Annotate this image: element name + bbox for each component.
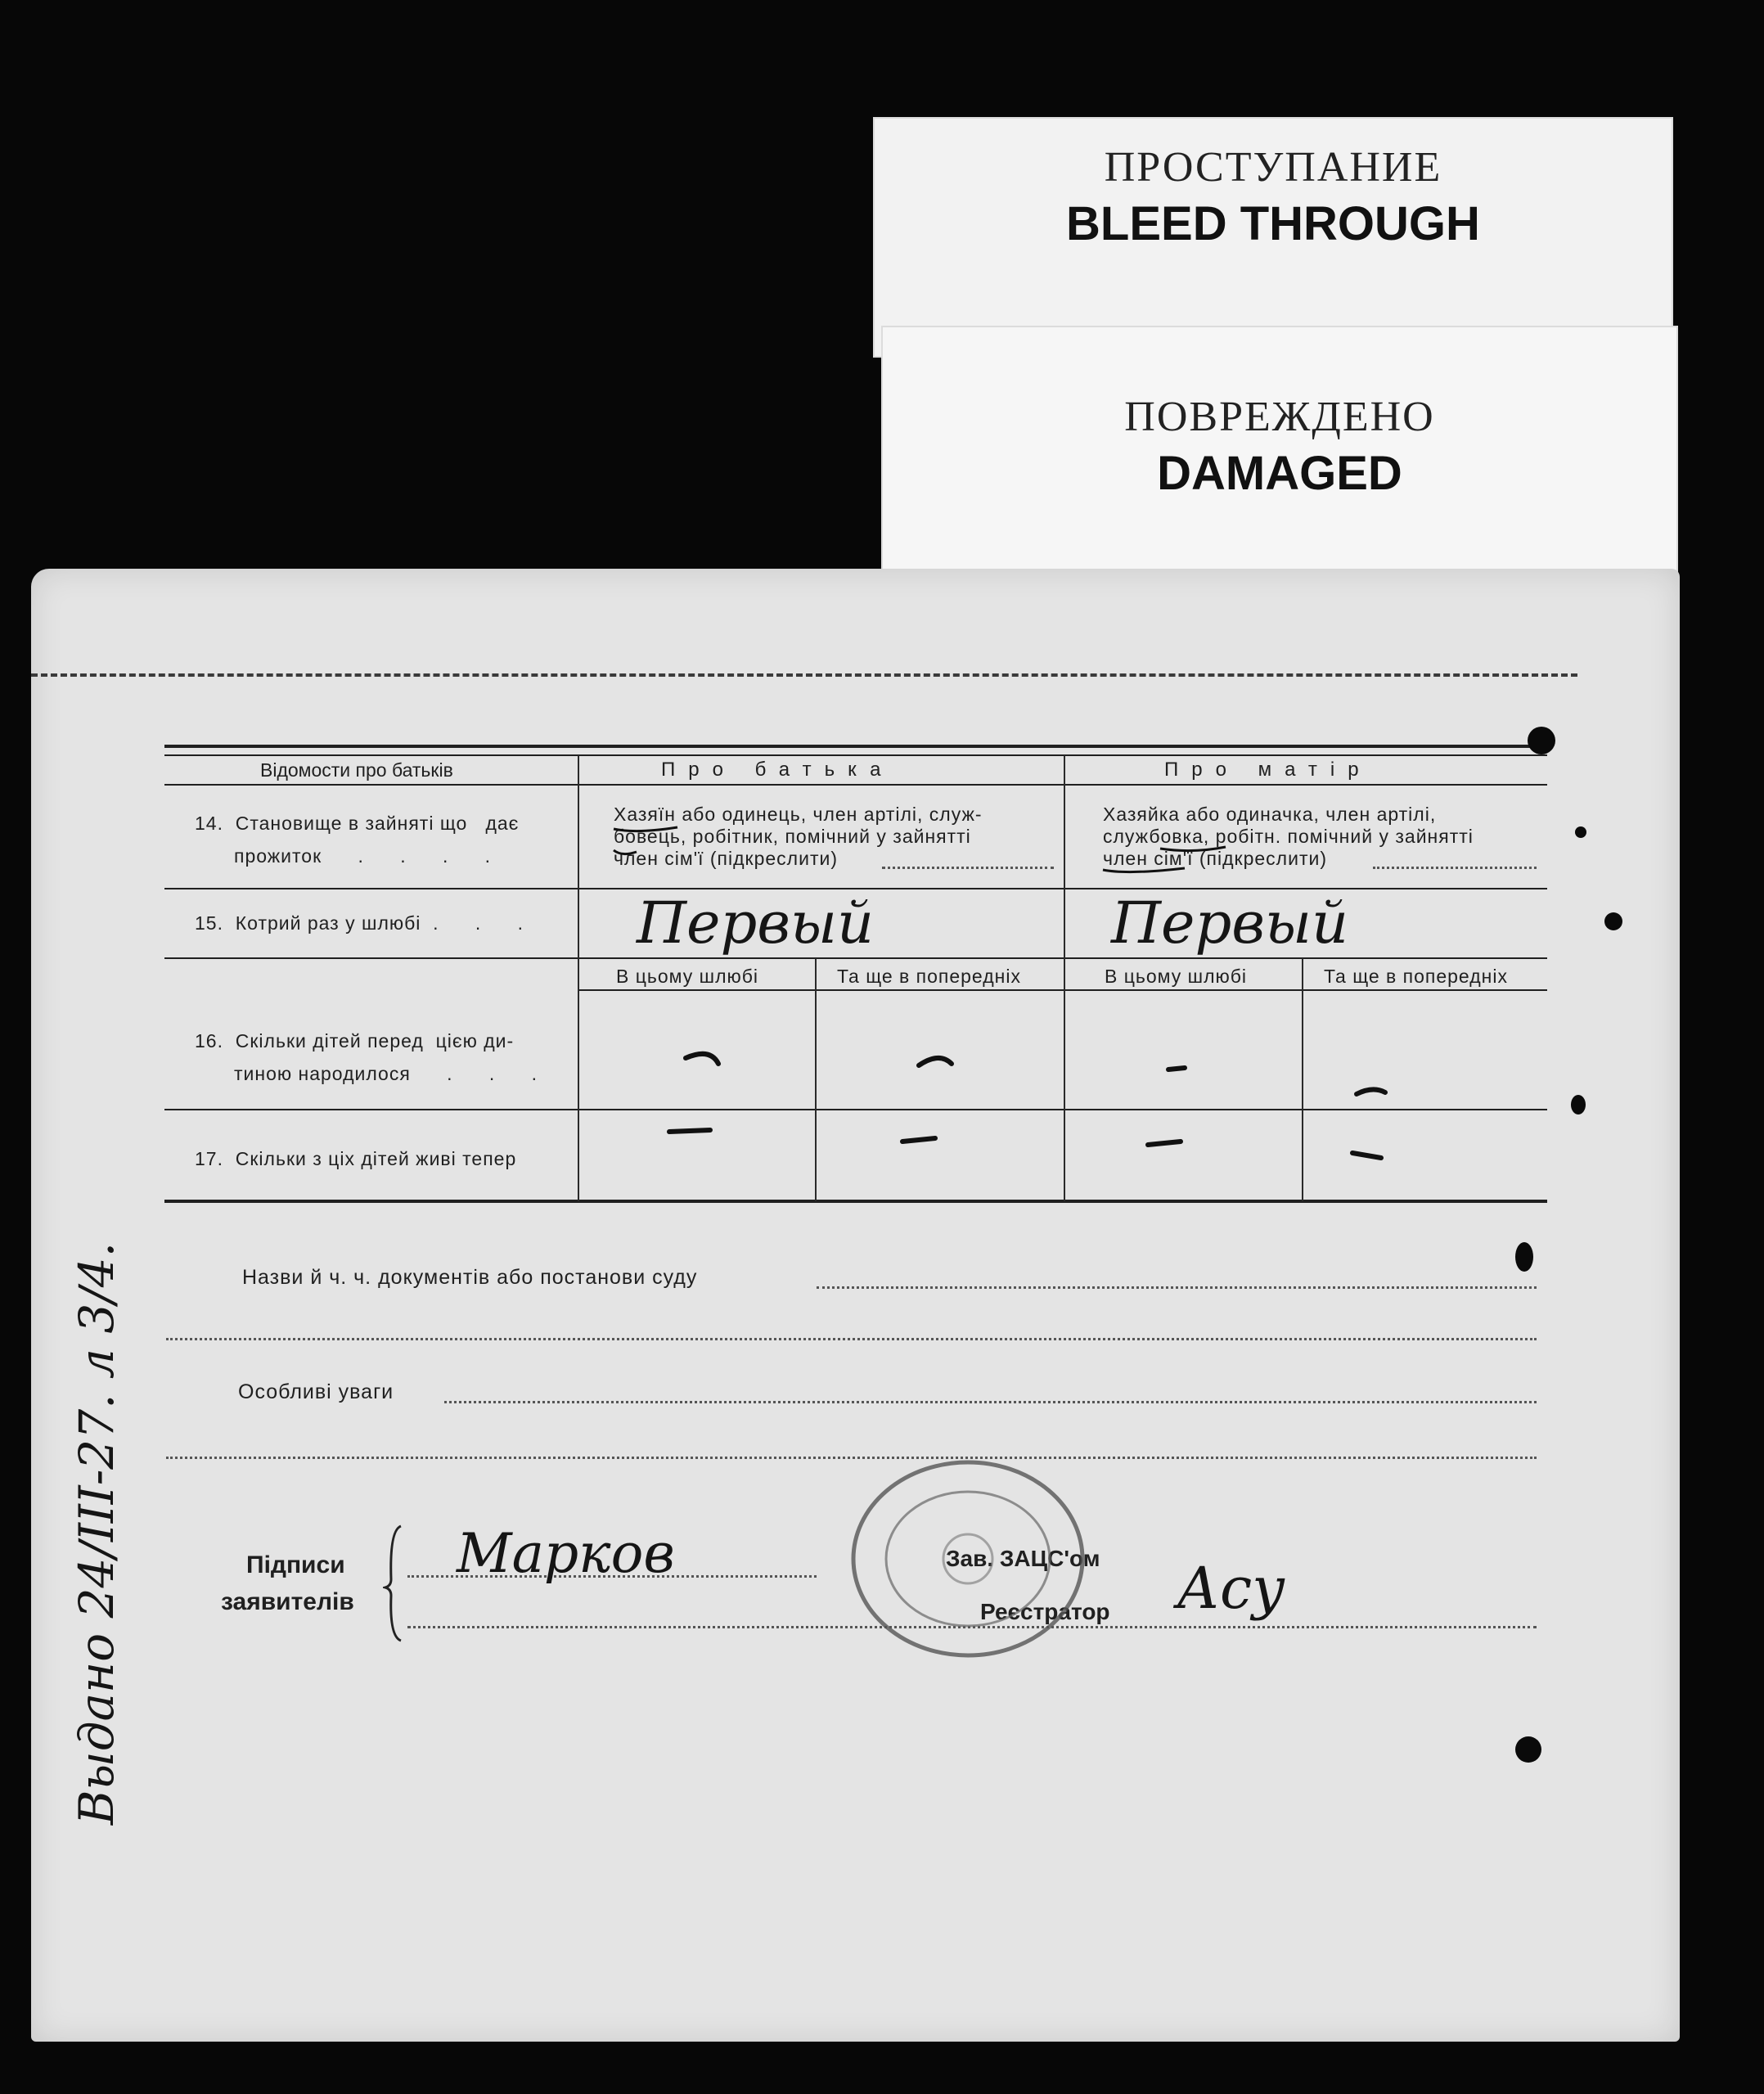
row17-label: 17. Скільки з ціх дітей живі тепер — [195, 1148, 517, 1169]
row16-label-line1: 16. Скільки дітей перед цією ди- — [195, 1030, 515, 1052]
row14-mother-line3: член сім'ї (підкреслити) — [1103, 848, 1327, 869]
row14-mother-line2: службовка, робітн. помічний у зайнятті — [1103, 826, 1474, 847]
punch-hole — [1528, 727, 1555, 754]
documents-field-label: Назви й ч. ч. документів або постанови суду — [242, 1266, 698, 1289]
row14-father-line1: Хазяїн або одинець, член артілі, служ- — [614, 804, 983, 825]
zags-head-label: Зав. ЗАЦС'ом — [946, 1546, 1100, 1571]
row14-father-line2: бовець, робітник, помічний у зайнятті — [614, 826, 971, 847]
damage-mark — [1515, 1242, 1533, 1272]
subheader-mother-this-marriage: В цьому шлюбі — [1105, 966, 1248, 987]
registrar-signature: Асу — [1177, 1555, 1285, 1622]
mother-marriage-handwriting: Первый — [1111, 889, 1349, 957]
header-about-father: Про батька — [661, 759, 894, 781]
row16-label-line2: тиною народилося . . . — [234, 1063, 538, 1084]
row14-father-line3: член сім'ї (підкреслити) — [614, 848, 838, 869]
registry-form-sheet — [31, 569, 1680, 2042]
subheader-father-previous: Та ще в попередніх — [837, 966, 1021, 987]
subheader-father-this-marriage: В цьому шлюбі — [616, 966, 759, 987]
damage-mark — [1575, 826, 1586, 838]
signatures-label-line1: Підписи — [246, 1551, 345, 1578]
bleed-through-label-en: BLEED THROUGH — [1066, 197, 1480, 250]
row15-label: 15. Котрий раз у шлюбі . . . — [195, 912, 524, 934]
subheader-mother-previous: Та ще в попередніх — [1324, 966, 1508, 987]
registrar-label: Реєстратор — [980, 1599, 1110, 1624]
bleed-through-card — [873, 117, 1673, 358]
applicant-signature: Марков — [457, 1522, 675, 1585]
punch-hole — [1515, 1736, 1541, 1763]
bleed-through-label-ru: ПРОСТУПАНИЕ — [1104, 144, 1442, 191]
header-about-mother: Про матір — [1164, 759, 1372, 781]
damaged-card — [881, 326, 1678, 583]
signatures-brace — [383, 1522, 407, 1645]
row14-mother-line1: Хазяйка або одиначка, член артілі, — [1103, 804, 1437, 825]
damaged-label-ru: ПОВРЕЖДЕНО — [1124, 394, 1435, 440]
damage-mark — [1571, 1095, 1586, 1115]
row14-label-line1: 14. Становище в зайняті що дає — [195, 813, 520, 834]
row14-label-line2: прожиток . . . . — [234, 845, 492, 867]
father-marriage-handwriting: Первый — [637, 889, 875, 957]
margin-issued-note: Выдано 24/III-27. л 3/4. — [69, 1241, 124, 1826]
round-seal-stamp — [833, 1448, 1127, 1669]
notes-field-label: Особливі уваги — [238, 1380, 394, 1403]
header-parents-info: Відомости про батьків — [260, 759, 453, 781]
damaged-label-en: DAMAGED — [1157, 447, 1402, 500]
signatures-label-line2: заявителів — [221, 1588, 354, 1615]
damage-mark — [1604, 912, 1622, 930]
